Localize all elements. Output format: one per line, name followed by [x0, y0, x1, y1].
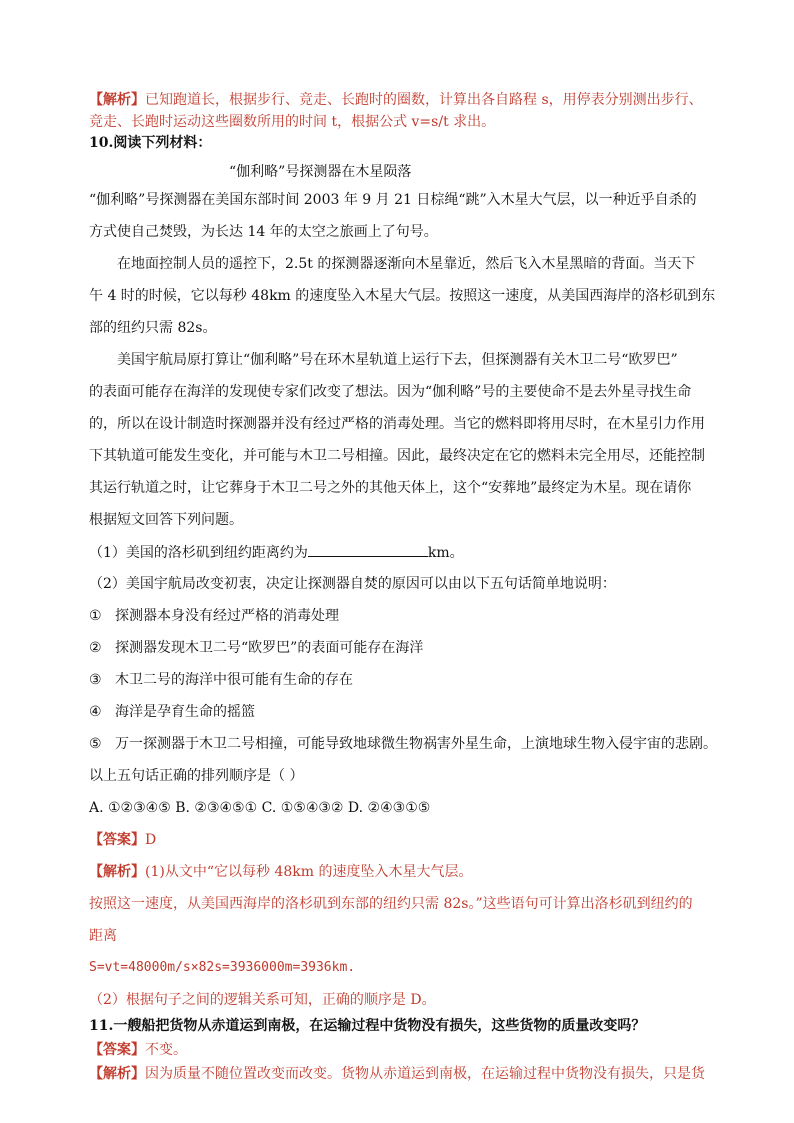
q10-analysis-line-2: 按照这一速度，从美国西海岸的洛杉矶到东部的纽约只需 82s。”这些语句可计算出洛杉矶到纽约的: [89, 896, 693, 912]
distance-formula: S=vt=48000m/s×82s=3936000m=3936km.: [89, 960, 356, 975]
q9-analysis-line-1: [89, 90, 703, 110]
answer-tag: 【答案】: [89, 832, 145, 848]
q10-analysis-text-2: （2）根据句子之间的逻辑关系可知，正确的顺序是 D。: [89, 992, 436, 1008]
q10-analysis-line-3: 距离: [89, 928, 117, 944]
analysis-tag: 【解析】: [89, 1066, 145, 1082]
question-2-stem: （2）美国宇航局改变初衷，决定让探测器自焚的原因可以由以下五句话简单地说明：: [89, 576, 616, 592]
order-question: 以上五句话正确的排列顺序是（ ）: [89, 768, 304, 784]
item-number: ④: [89, 704, 102, 720]
list-item: [89, 606, 339, 626]
q11-analysis: [89, 1064, 705, 1084]
paragraph-3-line-4: 下其轨道可能发生变化，并可能与木卫二号相撞。因此，最终决定在它的燃料未完全用尽，还能控制: [89, 448, 705, 464]
paragraph-2-line-1: 在地面控制人员的遥控下，2.5t 的探测器逐渐向木星靠近，然后飞入木星黑暗的背面。当天下: [117, 256, 696, 272]
q9-analysis-line-2: 竞走、长跑时运动这些圈数所用的时间 t，根据公式 v=s/t 求出。: [89, 114, 496, 130]
q10-stem-text: 10.阅读下列材料：: [89, 135, 212, 151]
list-item: [89, 734, 717, 754]
item-text: 探测器本身没有经过严格的消毒处理: [115, 608, 339, 624]
list-item: [89, 702, 255, 722]
q10-analysis-line-1: [89, 862, 472, 882]
paragraph-3-line-6: 根据短文回答下列问题。: [89, 512, 243, 528]
paragraph-3-line-5: 其运行轨道之时，让它葬身于木卫二号之外的其他天体上，这个“安葬地”最终定为木星。现在请你: [89, 480, 692, 496]
question-1-unit: km。: [427, 545, 464, 561]
q11-answer: [89, 1040, 187, 1060]
question-1: [89, 542, 464, 563]
q10-answer: [89, 830, 156, 850]
analysis-tag: 【解析】: [89, 92, 145, 108]
paragraph-2-line-3: 部的纽约只需 82s。: [89, 320, 217, 336]
paragraph-1-line-1: “伽利略”号探测器在美国东部时间 2003 年 9 月 21 日棕绳“跳”入木星大气层，以一种近乎自杀的: [89, 192, 697, 208]
item-text: 万一探测器于木卫二号相撞，可能导致地球微生物祸害外星生命，上演地球生物入侵宇宙的悲剧。: [115, 736, 717, 752]
answer-choices: A. ①②③④⑤ B. ②③④⑤① C. ①⑤④③② D. ②④③①⑤: [89, 800, 431, 816]
q10-stem: [89, 133, 211, 153]
answer-blank: [308, 542, 428, 557]
paragraph-3-line-2: 的表面可能存在海洋的发现使专家们改变了想法。因为“伽利略”号的主要使命不是去外星寻找生命: [89, 384, 692, 400]
q10-analysis-text-1: (1)从文中“它以每秒 48km 的速度坠入木星大气层。: [145, 864, 473, 880]
q11-analysis-text: 因为质量不随位置改变而改变。货物从赤道运到南极，在运输过程中货物没有损失，只是货: [145, 1066, 705, 1082]
q10-answer-value: D: [145, 832, 157, 848]
item-number: ②: [89, 640, 102, 656]
list-item: [89, 670, 353, 690]
paragraph-3-line-1: 美国宇航局原打算让“伽利略”号在环木星轨道上运行下去，但探测器有关木卫二号“欧罗巴”: [117, 352, 678, 368]
q11-stem: 11.一艘船把货物从赤道运到南极，在运输过程中货物没有损失，这些货物的质量改变吗？: [89, 1018, 646, 1034]
item-text: 海洋是孕育生命的摇篮: [115, 704, 255, 720]
paragraph-2-line-2: 午 4 时的时候，它以每秒 48km 的速度坠入木星大气层。按照这一速度，从美国西海岸的洛杉矶到东: [89, 288, 716, 304]
article-title: “伽利略”号探测器在木星陨落: [229, 164, 412, 180]
answer-tag: 【答案】: [89, 1042, 145, 1058]
item-number: ①: [89, 608, 102, 624]
paragraph-1-line-2: 方式使自己焚毁，为长达 14 年的太空之旅画上了句号。: [89, 224, 438, 240]
q11-answer-value: 不变。: [145, 1042, 187, 1058]
item-text: 探测器发现木卫二号“欧罗巴”的表面可能存在海洋: [115, 640, 424, 656]
paragraph-3-line-3: 的，所以在设计制造时探测器并没有经过严格的消毒处理。当它的燃料即将用尽时，在木星引力作用: [89, 416, 705, 432]
analysis-tag: 【解析】: [89, 864, 145, 880]
list-item: [89, 638, 423, 658]
q10-analysis-line-5: [89, 990, 436, 1010]
question-1-prefix: （1）美国的洛杉矶到纽约距离约为: [89, 545, 308, 561]
item-text: 木卫二号的海洋中很可能有生命的存在: [115, 672, 353, 688]
item-number: ⑤: [89, 736, 102, 752]
q9-analysis-text-1: 已知跑道长，根据步行、竞走、长跑时的圈数，计算出各自路程 s，用停表分别测出步行、: [145, 92, 703, 108]
item-number: ③: [89, 672, 102, 688]
